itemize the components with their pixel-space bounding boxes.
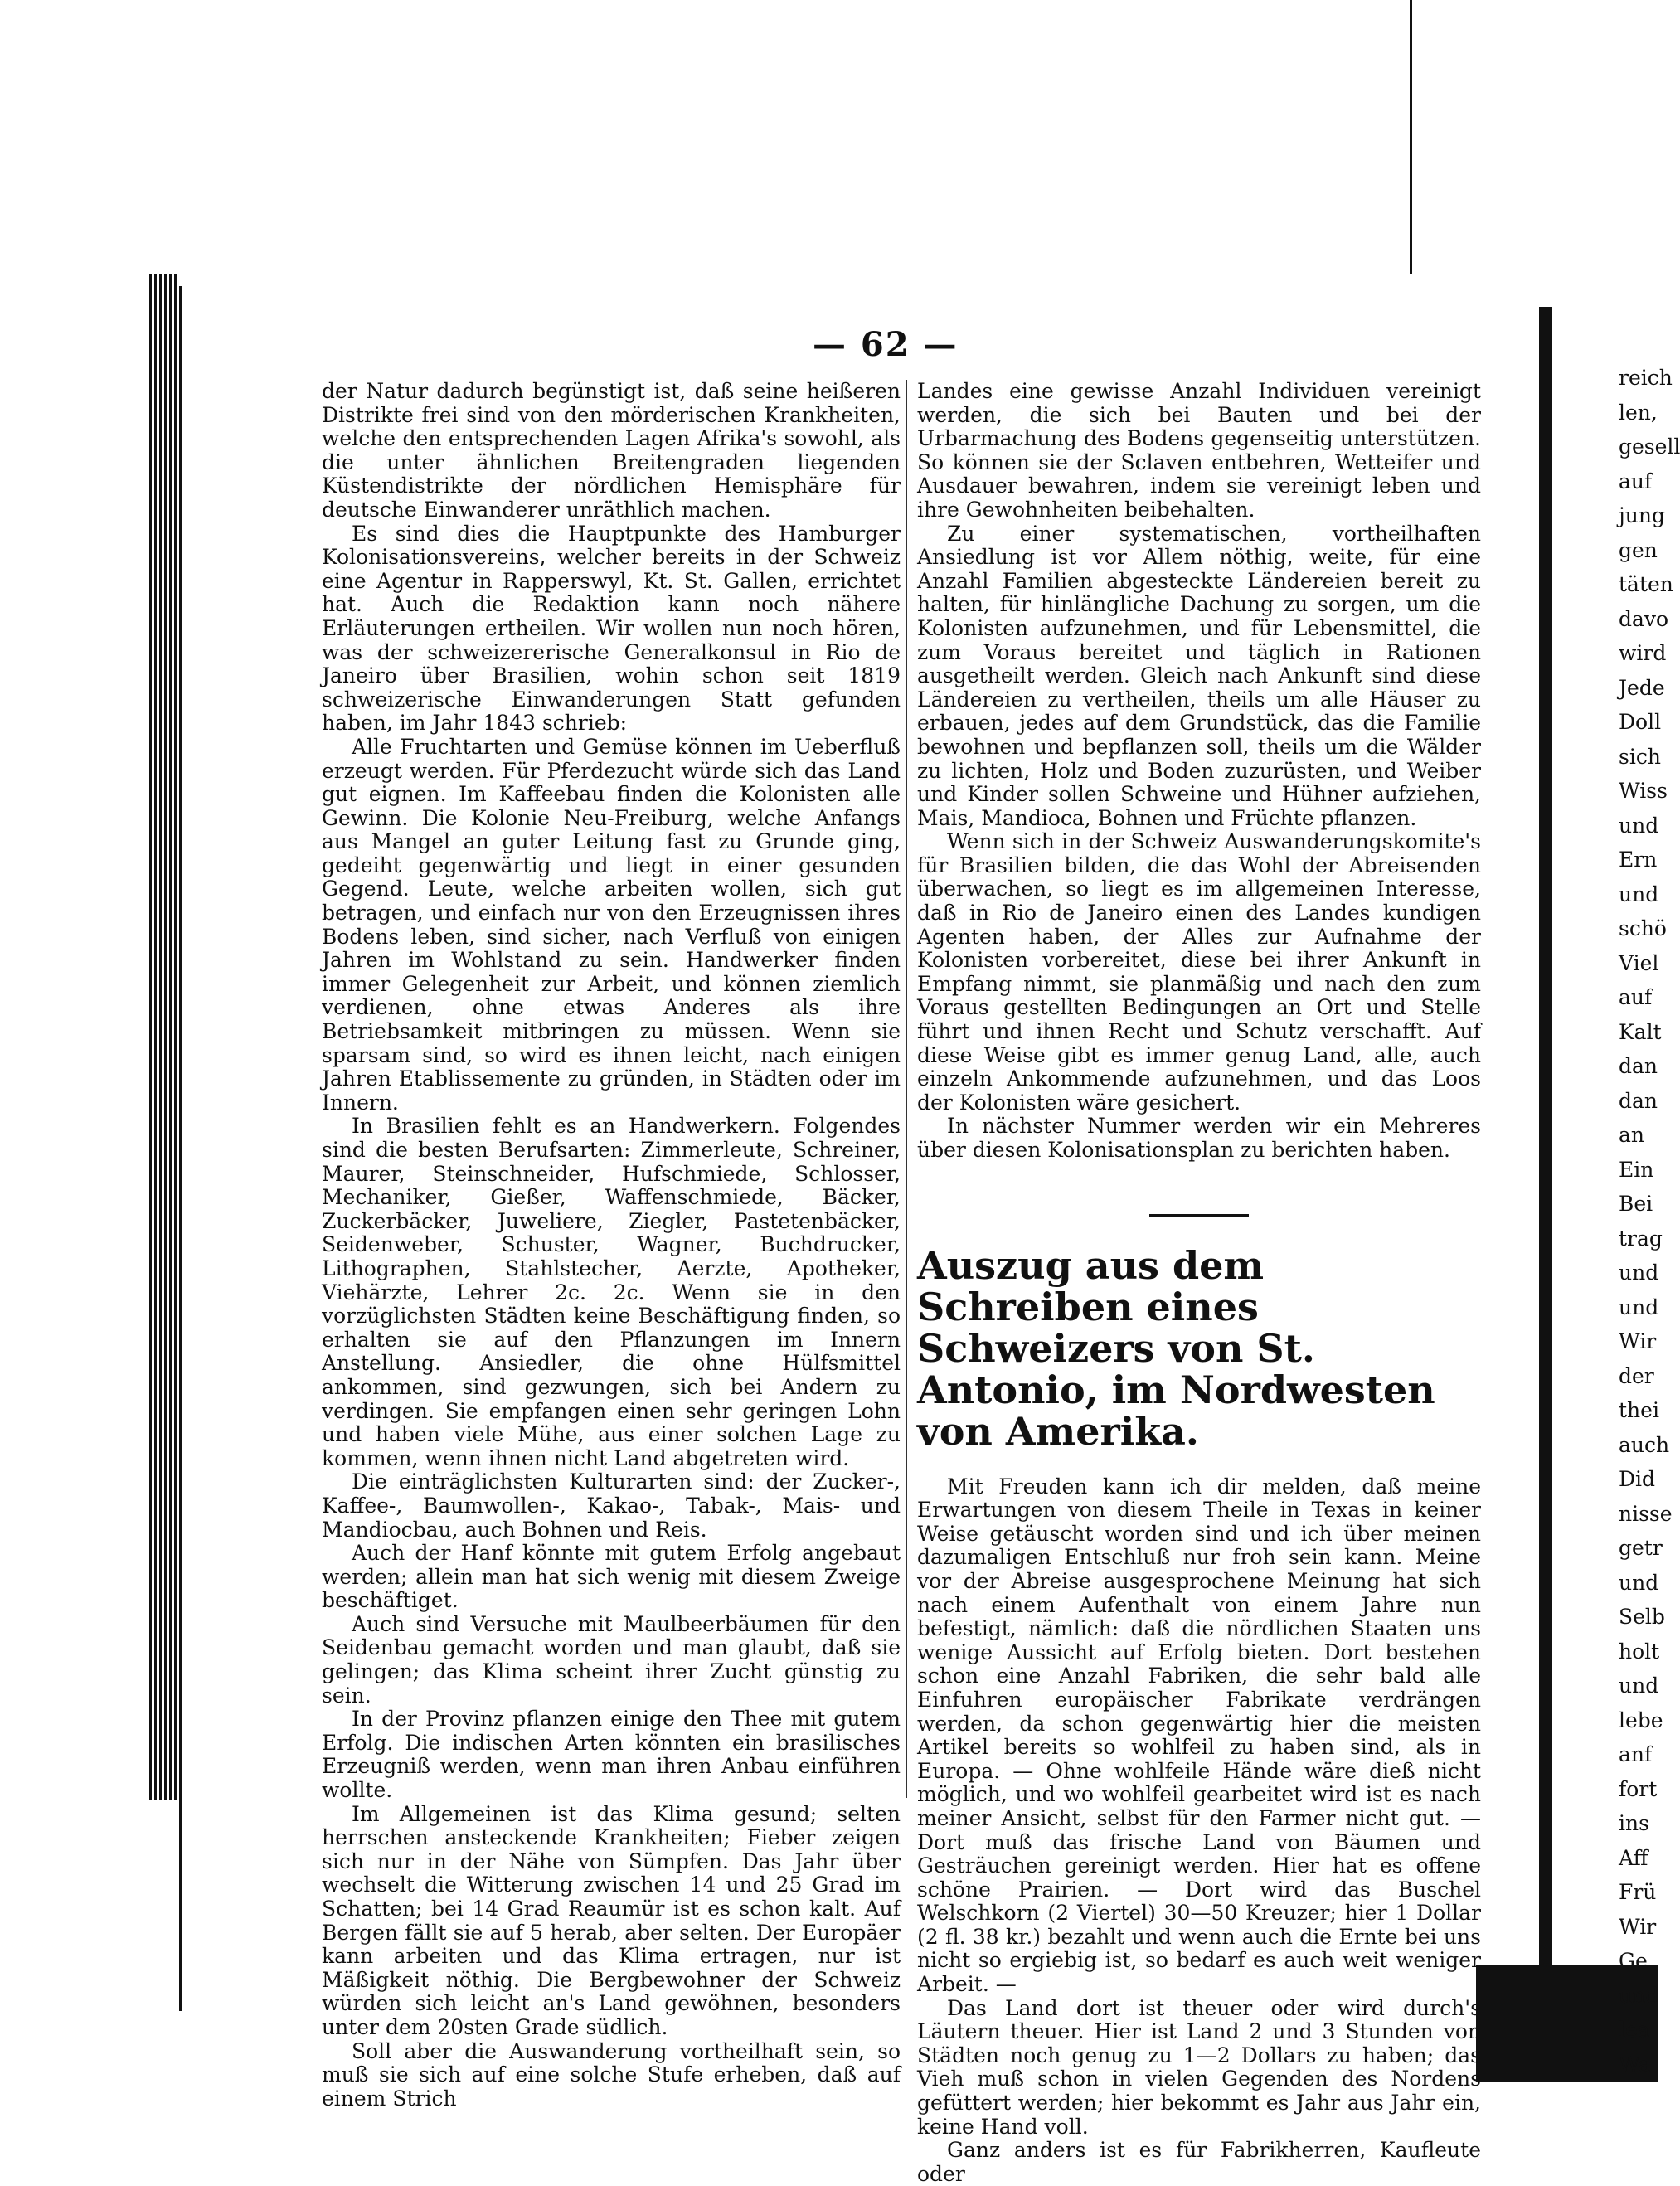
facing-page-fragment: Bei bbox=[1619, 1192, 1653, 1216]
facing-page-fragment: und bbox=[1619, 1295, 1659, 1319]
article-headline: Auszug aus dem Schreiben eines Schweizers von St. Antonio, im Nordwesten von Amerika. bbox=[917, 1242, 1435, 1454]
facing-page-fragment: thei bbox=[1619, 1398, 1659, 1422]
facing-page-fragment: lebe bbox=[1619, 1708, 1663, 1732]
facing-page-fragment: gen bbox=[1619, 537, 1658, 562]
facing-page-fragment: holt bbox=[1619, 1639, 1660, 1664]
facing-page-fragment: Viel bbox=[1619, 950, 1659, 975]
facing-page-fragment: jung bbox=[1619, 503, 1665, 527]
paragraph: Es sind dies die Hauptpunkte des Hamburger Kolonisationsvereins, welcher bereits in der Schweiz eine Agentur in Rapperswyl, Kt. St. Gallen, errichtet hat. Auch die Redaktion kann noch nähere Erläuterungen ertheilen. Wir wollen nun noch hören, was der schweizererische Generalkonsul in Rio de Janeiro über Brasilien, wohin schon seit 1819 schweizerische Einwanderungen Statt gefunden haben, im Jahr 1843 schrieb: bbox=[322, 521, 901, 736]
facing-page-fragment: und bbox=[1619, 1570, 1659, 1595]
facing-page-fragment: Did bbox=[1619, 1467, 1656, 1491]
page-number: — 62 — bbox=[813, 325, 959, 364]
facing-page-fragment: sich bbox=[1619, 744, 1661, 769]
facing-page-fragment: wird bbox=[1619, 641, 1667, 665]
facing-page-fragment: dan bbox=[1619, 1054, 1658, 1078]
facing-page-fragment: der bbox=[1619, 1363, 1654, 1388]
facing-page-fragment: täten bbox=[1619, 572, 1673, 596]
facing-page-fragment: Wiss bbox=[1619, 779, 1668, 803]
paragraph: In der Provinz pflanzen einige den Thee mit gutem Erfolg. Die indischen Arten könnten ein brasilisches Erzeugniß werden, wenn man ihren Anbau einführen wollte. bbox=[322, 1707, 901, 1803]
facing-page-fragment: ins bbox=[1619, 1811, 1649, 1835]
facing-page-fragment: Ern bbox=[1619, 848, 1658, 872]
right-column bbox=[906, 380, 1481, 2186]
paragraph: Alle Fruchtarten und Gemüse können im Ueberfluß erzeugt werden. Für Pferdezucht würde sich das Land gut eignen. Im Kaffeebau finden die Kolonisten alle Gewinn. Die Kolonie Neu-Freiburg, welche Anfangs aus Mangel an guter Leitung fast zu Grunde ging, gedeiht gegenwärtig und liegt in einer gesunden Gegend. Leute, welche arbeiten wollen, sich gut betragen, und einfach nur von den Erzeugnissen ihres Bodens leben, sind sicher, nach Verfluß von einigen Jahren im Wohlstand zu sein. Handwerker finden immer Gelegenheit zur Arbeit, und können ziemlich verdienen, ohne etwas Anderes als ihre Betriebsamkeit mitbringen zu müssen. Wenn sie sparsam sind, so wird es ihnen leicht, nach einigen Jahren Etablissemente zu gründen, in Städten oder im Innern. bbox=[322, 734, 901, 1115]
facing-page-fragment: nisse bbox=[1619, 1501, 1673, 1526]
facing-page-fragment: dan bbox=[1619, 1088, 1658, 1113]
facing-page-fragment: Ge bbox=[1619, 1949, 1648, 1973]
paragraph: Landes eine gewisse Anzahl Individuen vereinigt werden, die sich bei Bauten und bei der Urbarmachung des Bodens gegenseitig unterstützen. So können sie der Sclaven entbehren, Wetteifer und Ausdauer bewahren, indem sie vereinigt leben und ihre Gewohnheiten beibehalten. bbox=[917, 379, 1481, 522]
facing-page-fragment: lea bbox=[1619, 2018, 1650, 2042]
facing-page-fragment: Jede bbox=[1619, 675, 1665, 700]
paragraph: In nächster Nummer werden wir ein Mehreres über diesen Kolonisationsplan zu berichten haben. bbox=[917, 1114, 1481, 1162]
facing-page-fragment: reich bbox=[1619, 366, 1673, 390]
right-top-line bbox=[1410, 0, 1412, 274]
paragraph: Auch sind Versuche mit Maulbeerbäumen für den Seidenbau gemacht worden und man glaubt, daß sie gelingen; das Klima scheint ihrer Zucht günstig zu sein. bbox=[322, 1611, 901, 1708]
facing-page-fragment: fort bbox=[1619, 1776, 1658, 1801]
facing-page-fragment: len, bbox=[1619, 400, 1658, 425]
facing-page-gutter bbox=[1539, 307, 1552, 2015]
facing-page-fragment: und bbox=[1619, 882, 1659, 906]
paragraph: Ganz anders ist es für Fabrikherren, Kaufleute oder bbox=[917, 2138, 1481, 2186]
paragraph: Soll aber die Auswanderung vortheilhaft sein, so muß sie sich auf eine solche Stufe erheben, daß auf einem Strich bbox=[322, 2038, 901, 2111]
paragraph: Die einträglichsten Kulturarten sind: der Zucker-, Kaffee-, Baumwollen-, Kakao-, Tabak-, Mais- und Mandiocbau, auch Bohnen und Reis. bbox=[322, 1469, 901, 1542]
facing-page-fragment: davo bbox=[1619, 606, 1669, 631]
facing-page-fragment: und bbox=[1619, 1983, 1659, 2008]
paragraph: Zu einer systematischen, vortheilhaften Ansiedlung ist vor Allem nöthig, weite, für eine Anzahl Familien abgesteckte Ländereien bereit zu halten, für hinlängliche Dachung zu sorgen, um die Kolonisten aufzunehmen, und für Lebensmittel, die zum Voraus bereitet und täglich in Rationen ausgetheilt werden. Gleich nach Ankunft sind diese Ländereien zu vertheilen, theils um alle Häuser zu erbauen, jedes auf dem Grundstück, das die Familie bewohnen und bepflanzen soll, theils um die Wälder zu lichten, Holz und Boden zuzurüsten, und Weiber und Kinder sollen Schweine und Hühner aufziehen, Mais, Mandioca, Bohnen und Früchte pflanzen. bbox=[917, 521, 1481, 830]
facing-page-fragment: Selb bbox=[1619, 1605, 1665, 1629]
left-column bbox=[322, 380, 901, 2111]
facing-page-fragment: und bbox=[1619, 813, 1659, 838]
facing-page-fragment: Wir bbox=[1619, 1914, 1657, 1939]
facing-page-fragment: Aff bbox=[1619, 1845, 1648, 1870]
paragraph: In Brasilien fehlt es an Handwerkern. Folgendes sind die besten Berufsarten: Zimmerleute, Schreiner, Maurer, Steinschneider, Hufschmiede, Schlosser, Mechaniker, Gießer, Waffenschmiede, Bäcker, Zuckerbäcker, Juweliere, Ziegler, Pastetenbäcker, Seidenweber, Schuster, Wagner, Buchdrucker, Lithographen, Stahlstecher, Aerzte, Apotheker, Viehärzte, Lehrer 2c. 2c. Wenn sie in den vorzüglichsten Städten keine Beschäftigung finden, so erhalten sie auf den Pflanzungen im Innern Anstellung. Ansiedler, die ohne Hülfsmittel ankommen, sind gezwungen, sich bei Andern zu verdingen. Sie empfangen einen sehr geringen Lohn und haben viele Mühe, aus einer solchen Lage zu kommen, wenn ihnen nicht Land abgetreten wird. bbox=[322, 1114, 901, 1470]
facing-page-fragment: Ein bbox=[1619, 1157, 1654, 1182]
paragraph: Mit Freuden kann ich dir melden, daß meine Erwartungen von diesem Theile in Texas in keiner Weise getäuscht worden sind und ich über meinen dazumaligen Entschluß nur froh sein kann. Meine vor der Abreise ausgesprochene Meinung hat sich nach einem Aufenthalt von einem Jahre nun befestigt, nämlich: daß die nördlichen Staaten uns wenige Aussicht auf Erfolg bieten. Dort bestehen schon eine Anzahl Fabriken, die sehr bald alle Einfuhren europäischer Fabrikate verdrängen werden, da schon gegenwärtig hier die meisten Artikel bereits so wohlfeil zu haben sind, als in Europa. — Ohne wohlfeile Hände wäre dieß nicht möglich, und wo wohlfeil gearbeitet wird ist es nach meiner Ansicht, selbst für den Farmer nicht gut. — Dort muß das frische Land von Bäumen und Gesträuchen gereinigt werden. Hier hat es offene schöne Prairien. — Dort wird das Buschel Welschkorn (2 Viertel) 30—50 Kreuzer; hier 1 Dollar (2 fl. 38 kr.) bezahlt und wenn auch die Ernte bei uns nicht so ergiebig ist, so bedarf es auch weit weniger Arbeit. — bbox=[917, 1474, 1481, 1997]
facing-page-fragment: trag bbox=[1619, 1226, 1663, 1251]
facing-page-fragment: auf bbox=[1619, 985, 1653, 1009]
facing-page-fragment: anf bbox=[1619, 1742, 1653, 1766]
facing-page-fragment: gesell bbox=[1619, 435, 1680, 459]
facing-page-fragments bbox=[1619, 365, 1680, 2086]
facing-page-fragment: getr bbox=[1619, 1536, 1663, 1560]
facing-page-fragment: auch bbox=[1619, 1432, 1670, 1457]
facing-page-fragment: schö bbox=[1619, 916, 1667, 940]
facing-page-fragment: Wa bbox=[1619, 2052, 1651, 2077]
facing-page-fragment: und bbox=[1619, 1674, 1659, 1698]
paragraph: Wenn sich in der Schweiz Auswanderungskomite's für Brasilien bilden, die das Wohl der Abreisenden überwachen, so liegt es im allgemeinen Interesse, daß in Rio de Janeiro einen des Landes kundigen Agenten haben, der Alles zur Aufnahme der Kolonisten vorbereitet, diese bei ihrer Ankunft in Empfang nimmt, sie planmäßig und nach den zum Voraus gestellten Bedingungen an Ort und Stelle führt und ihnen Recht und Schutz verschafft. Auf diese Weise gibt es immer genug Land, alle, auch einzeln Ankommende aufzunehmen, und das Loos der Kolonisten wäre gesichert. bbox=[917, 829, 1481, 1115]
facing-page-fragment: und bbox=[1619, 1261, 1659, 1285]
facing-page-fragment: Kalt bbox=[1619, 1019, 1662, 1044]
paragraph: Auch der Hanf könnte mit gutem Erfolg angebaut werden; allein man hat sich wenig mit diesem Zweige beschäftiget. bbox=[322, 1541, 901, 1613]
facing-page-fragment: Doll bbox=[1619, 710, 1662, 734]
facing-page-fragment: Wir bbox=[1619, 1329, 1657, 1353]
book-spine bbox=[149, 274, 179, 1800]
paragraph: Im Allgemeinen ist das Klima gesund; selten herrschen ansteckende Krankheiten; Fieber zeigen sich nur in der Nähe von Sümpfen. Das Jahr über wechselt die Witterung zwischen 14 und 25 Grad im Schatten; bei 14 Grad Reaumür ist es schon kalt. Auf Bergen fällt sie auf 5 herab, aber selten. Der Europäer kann arbeiten und das Klima ertragen, nur ist Mäßigkeit nöthig. Die Bergbewohner der Schweiz würden sich leicht an's Land gewöhnen, besonders unter dem 20sten Grade südlich. bbox=[322, 1801, 901, 2039]
paragraph: der Natur dadurch begünstigt ist, daß seine heißeren Distrikte frei sind von den mörderischen Krankheiten, welche den entsprechenden Lagen Afrika's sowohl, als die unter ähnlichen Breitengraden liegenden Küstendistrikte der nördlichen Hemisphäre für deutsche Einwanderer unräthlich machen. bbox=[322, 379, 901, 522]
facing-page-fragment: an bbox=[1619, 1123, 1645, 1147]
paragraph: Das Land dort ist theuer oder wird durch's Läutern theuer. Hier ist Land 2 und 3 Stunden von Städten noch genug zu 1—2 Dollars zu haben; das Vieh muß schon in vielen Gegenden des Nordens gefüttert werden; hier bekommt es Jahr aus Jahr ein, keine Hand voll. bbox=[917, 1995, 1481, 2139]
facing-page-fragment: Frü bbox=[1619, 1880, 1657, 1904]
facing-page-fragment: auf bbox=[1619, 469, 1653, 493]
section-separator bbox=[1149, 1214, 1249, 1217]
